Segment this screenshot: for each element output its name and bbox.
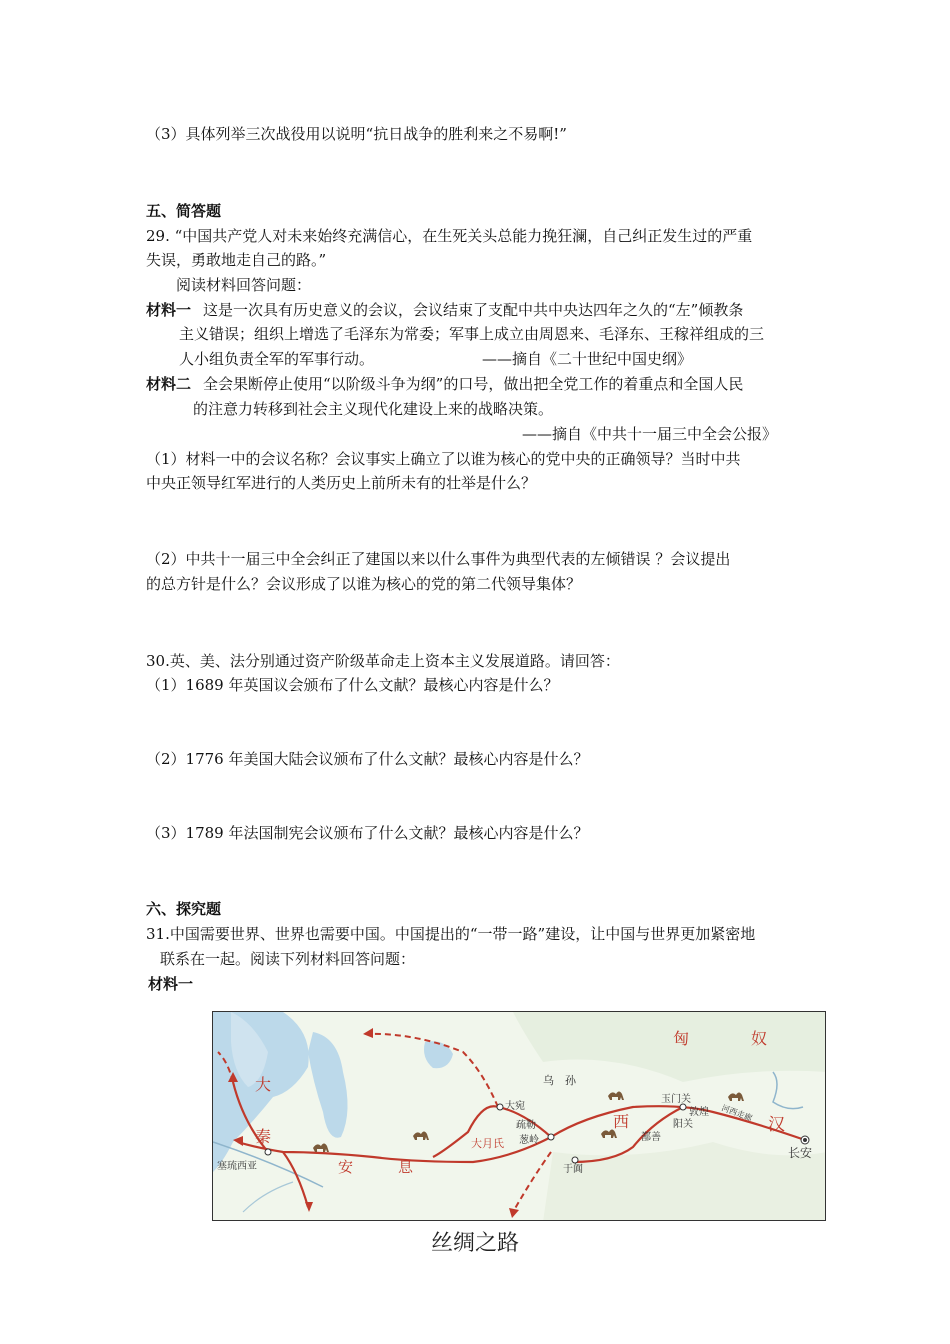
map-label-xiongnu-1: 匈 [673, 1029, 690, 1048]
city-marker-dayuan [497, 1104, 503, 1110]
question-31-stem-1: 31.中国需要世界、世界也需要中国。中国提出的“一带一路”建设，让中国与世界更加紧密地 [146, 925, 756, 943]
map-label-shule: 疏勒 [516, 1120, 536, 1131]
silk-road-map-svg [213, 1012, 826, 1221]
map-caption: 丝绸之路 [430, 1231, 519, 1256]
map-label-changan: 长安 [788, 1146, 813, 1160]
reading-instruction: 阅读材料回答问题： [176, 276, 312, 294]
section-5-heading: 五、简答题 [146, 202, 222, 220]
map-label-an: 安 [338, 1158, 354, 1176]
map-label-congling: 葱岭 [519, 1135, 539, 1146]
map-label-dayuan: 大宛 [505, 1101, 525, 1112]
map-label-wusun: 乌 孙 [543, 1074, 576, 1087]
material-2-label: 材料二 [146, 375, 192, 393]
map-label-dunhuang: 敦煌 [689, 1107, 709, 1118]
city-marker-changan-dot [804, 1139, 807, 1142]
map-label-shanshan: 鄯善 [641, 1132, 661, 1143]
city-marker-yutian [572, 1157, 578, 1163]
question-30-stem: 30.英、美、法分别通过资产阶级革命走上资本主义发展道路。请回答： [146, 652, 620, 670]
map-label-hexi: 河西走廊 [720, 1103, 754, 1123]
question-29-2-line-1: （2）中共十一届三中全会纠正了建国以来以什么事件为典型代表的左倾错误 ？会议提出 [146, 550, 731, 568]
map-label-selucia: 塞琉西亚 [217, 1161, 257, 1172]
map-label-han: 汉 [768, 1115, 785, 1135]
material-2-source: ——摘自《中共十一届三中全会公报》 [522, 425, 778, 443]
question-28-3: （3）具体列举三次战役用以说明“抗日战争的胜利来之不易啊!” [146, 125, 567, 143]
material-1-line-3: 人小组负责全军的军事行动。 [179, 350, 375, 368]
question-29-stem-2: 失误，勇敢地走自己的路。” [146, 251, 327, 269]
question-31-material-1-label: 材料一 [148, 975, 194, 993]
map-label-yumenguan: 玉门关 [661, 1094, 691, 1105]
question-30-1: （1）1689 年英国议会颁布了什么文献？最核心内容是什么？ [146, 676, 559, 694]
map-label-da: 大 [255, 1075, 272, 1094]
map-label-yangguan: 阳关 [673, 1119, 693, 1130]
question-30-2: （2）1776 年美国大陆会议颁布了什么文献？最核心内容是什么？ [146, 750, 589, 768]
question-30-3: （3）1789 年法国制宪会议颁布了什么文献？最核心内容是什么？ [146, 824, 589, 842]
question-31-stem-2: 联系在一起。阅读下列材料回答问题： [160, 950, 416, 968]
silk-road-map [212, 1011, 826, 1221]
map-label-dayuezhi: 大月氏 [471, 1137, 504, 1150]
map-label-qin: 秦 [255, 1127, 272, 1146]
map-label-xi2: 息 [398, 1158, 414, 1176]
material-1-label: 材料一 [146, 301, 192, 319]
material-2-line-2: 的注意力转移到社会主义现代化建设上来的战略决策。 [193, 400, 554, 418]
question-29-1-line-2: 中央正领导红军进行的人类历史上前所未有的壮举是什么？ [146, 474, 537, 492]
material-1-source: ——摘自《二十世纪中国史纲》 [482, 350, 693, 368]
map-label-yutian: 于阗 [563, 1164, 583, 1175]
section-6-heading: 六、探究题 [146, 900, 222, 918]
question-29-1-line-1: （1）材料一中的会议名称？会议事实上确立了以谁为核心的党中央的正确领导？当时中共 [146, 450, 741, 468]
city-marker-selucia [265, 1149, 271, 1155]
material-1-line-1: 这是一次具有历史意义的会议，会议结束了支配中共中央达四年之久的“左”倾教条 [203, 301, 744, 319]
material-2-line-1: 全会果断停止使用“以阶级斗争为纲”的口号，做出把全党工作的着重点和全国人民 [203, 375, 744, 393]
map-label-xi: 西 [613, 1112, 630, 1131]
question-29-2-line-2: 的总方针是什么？会议形成了以谁为核心的党的第二代领导集体？ [146, 575, 582, 593]
city-marker-shule [548, 1134, 554, 1140]
map-label-xiongnu-2: 奴 [751, 1029, 768, 1048]
question-29-stem-1: 29. “中国共产党人对未来始终充满信心，在生死关头总能力挽狂澜，自己纠正发生过的严重 [146, 227, 753, 245]
material-1-line-2: 主义错误；组织上增选了毛泽东为常委；军事上成立由周恩来、毛泽东、王稼祥组成的三 [179, 325, 765, 343]
